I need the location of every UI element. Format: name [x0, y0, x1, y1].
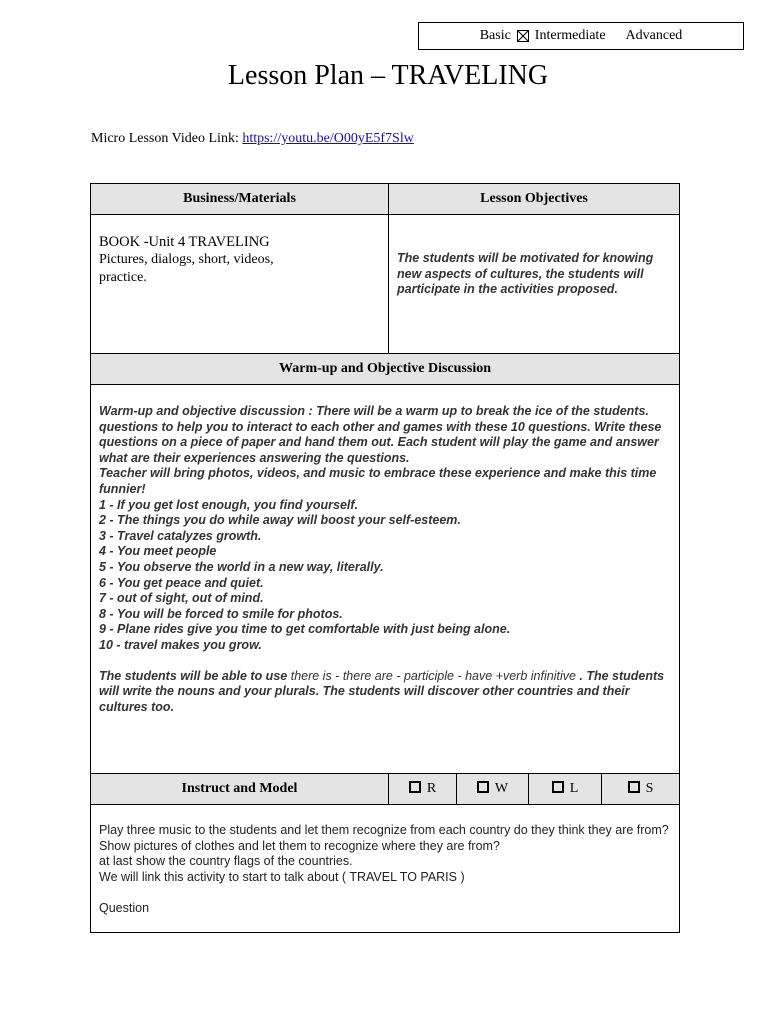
skill-listening[interactable]: L [529, 774, 602, 805]
warmup-cell [91, 385, 680, 774]
warmup-line: Warm-up and objective discussion : There will be a warm up to break the ice of the students. [99, 404, 649, 418]
page-title: Lesson Plan – TRAVELING [227, 60, 549, 91]
checkbox-icon [552, 781, 564, 793]
objectives-header: Lesson Objectives [389, 184, 680, 215]
summary-part: . The students will write the nouns and your plurals. The students will discover other countries and their cultures too. [99, 668, 665, 714]
level-intermediate: Intermediate [534, 28, 606, 43]
instruct-line: Play three music to the students and let them recognize from each country do they think they are from? [99, 823, 669, 837]
warmup-line: 2 - The things you do while away will boost your self-esteem. [99, 513, 461, 528]
level-advanced: Advanced [625, 28, 683, 43]
level-selector [418, 22, 744, 50]
instruct-line: at last show the country flags of the countries. [99, 854, 353, 869]
warmup-line: 6 - You get peace and quiet. [99, 575, 264, 590]
warmup-line: Teacher will bring photos, videos, and music to embrace these experience and make this time funnier! [99, 466, 657, 496]
instruct-header: Instruct and Model [91, 774, 389, 805]
summary-part: The students will be able to use [99, 668, 288, 683]
warmup-line: 10 - travel makes you grow. [99, 637, 262, 652]
materials-line: BOOK -Unit 4 TRAVELING [99, 234, 270, 250]
skill-writing[interactable]: W [457, 774, 529, 805]
instruct-line: Question [99, 900, 150, 915]
lesson-plan-table [90, 183, 680, 933]
warmup-line: 8 - You will be forced to smile for photos. [99, 606, 343, 621]
checkbox-icon [409, 781, 421, 793]
checkbox-icon [628, 781, 640, 793]
grammar-topics: there is - there are - participle - have +verb infinitive [290, 668, 576, 683]
summary-paragraph [99, 669, 671, 716]
materials-line: practice. [99, 270, 147, 285]
materials-header: Business/Materials [91, 184, 389, 215]
warmup-line: questions to help you to interact to each other and games with these 10 questions. Write these questions on a piece of paper and hand them out. Each student will play the game and answer what are their experiences answering the questions. [99, 419, 662, 465]
warmup-line: 1 - If you get lost enough, you find yourself. [99, 497, 359, 512]
skill-reading[interactable]: R [389, 774, 457, 805]
skill-speaking[interactable]: S [602, 774, 680, 805]
video-link-label: Micro Lesson Video Link: [91, 131, 239, 146]
checkbox-icon [477, 781, 489, 793]
level-basic: Basic [479, 28, 511, 43]
instruct-line [99, 885, 671, 901]
instruct-cell [91, 805, 680, 933]
checked-box-icon[interactable] [517, 30, 529, 42]
warmup-header: Warm-up and Objective Discussion [91, 354, 680, 385]
materials-cell [91, 215, 389, 354]
instruct-line: Show pictures of clothes and let them to recognize where they are from? [99, 838, 500, 853]
warmup-line: 3 - Travel catalyzes growth. [99, 528, 262, 543]
warmup-line: 7 - out of sight, out of mind. [99, 591, 264, 606]
warmup-line: 9 - Plane rides give you time to get comfortable with just being alone. [99, 622, 511, 637]
warmup-line: 5 - You observe the world in a new way, literally. [99, 559, 384, 574]
warmup-line: 4 - You meet people [99, 544, 217, 559]
video-link[interactable]: https://youtu.be/O00yE5f7Slw [242, 131, 414, 146]
materials-line: Pictures, dialogs, short, videos, [99, 252, 274, 267]
objectives-cell: The students will be motivated for knowing new aspects of cultures, the students will participate in the activities proposed. [389, 215, 680, 354]
video-link-line [91, 131, 414, 147]
instruct-line: We will link this activity to start to talk about ( TRAVEL TO PARIS ) [99, 869, 465, 884]
